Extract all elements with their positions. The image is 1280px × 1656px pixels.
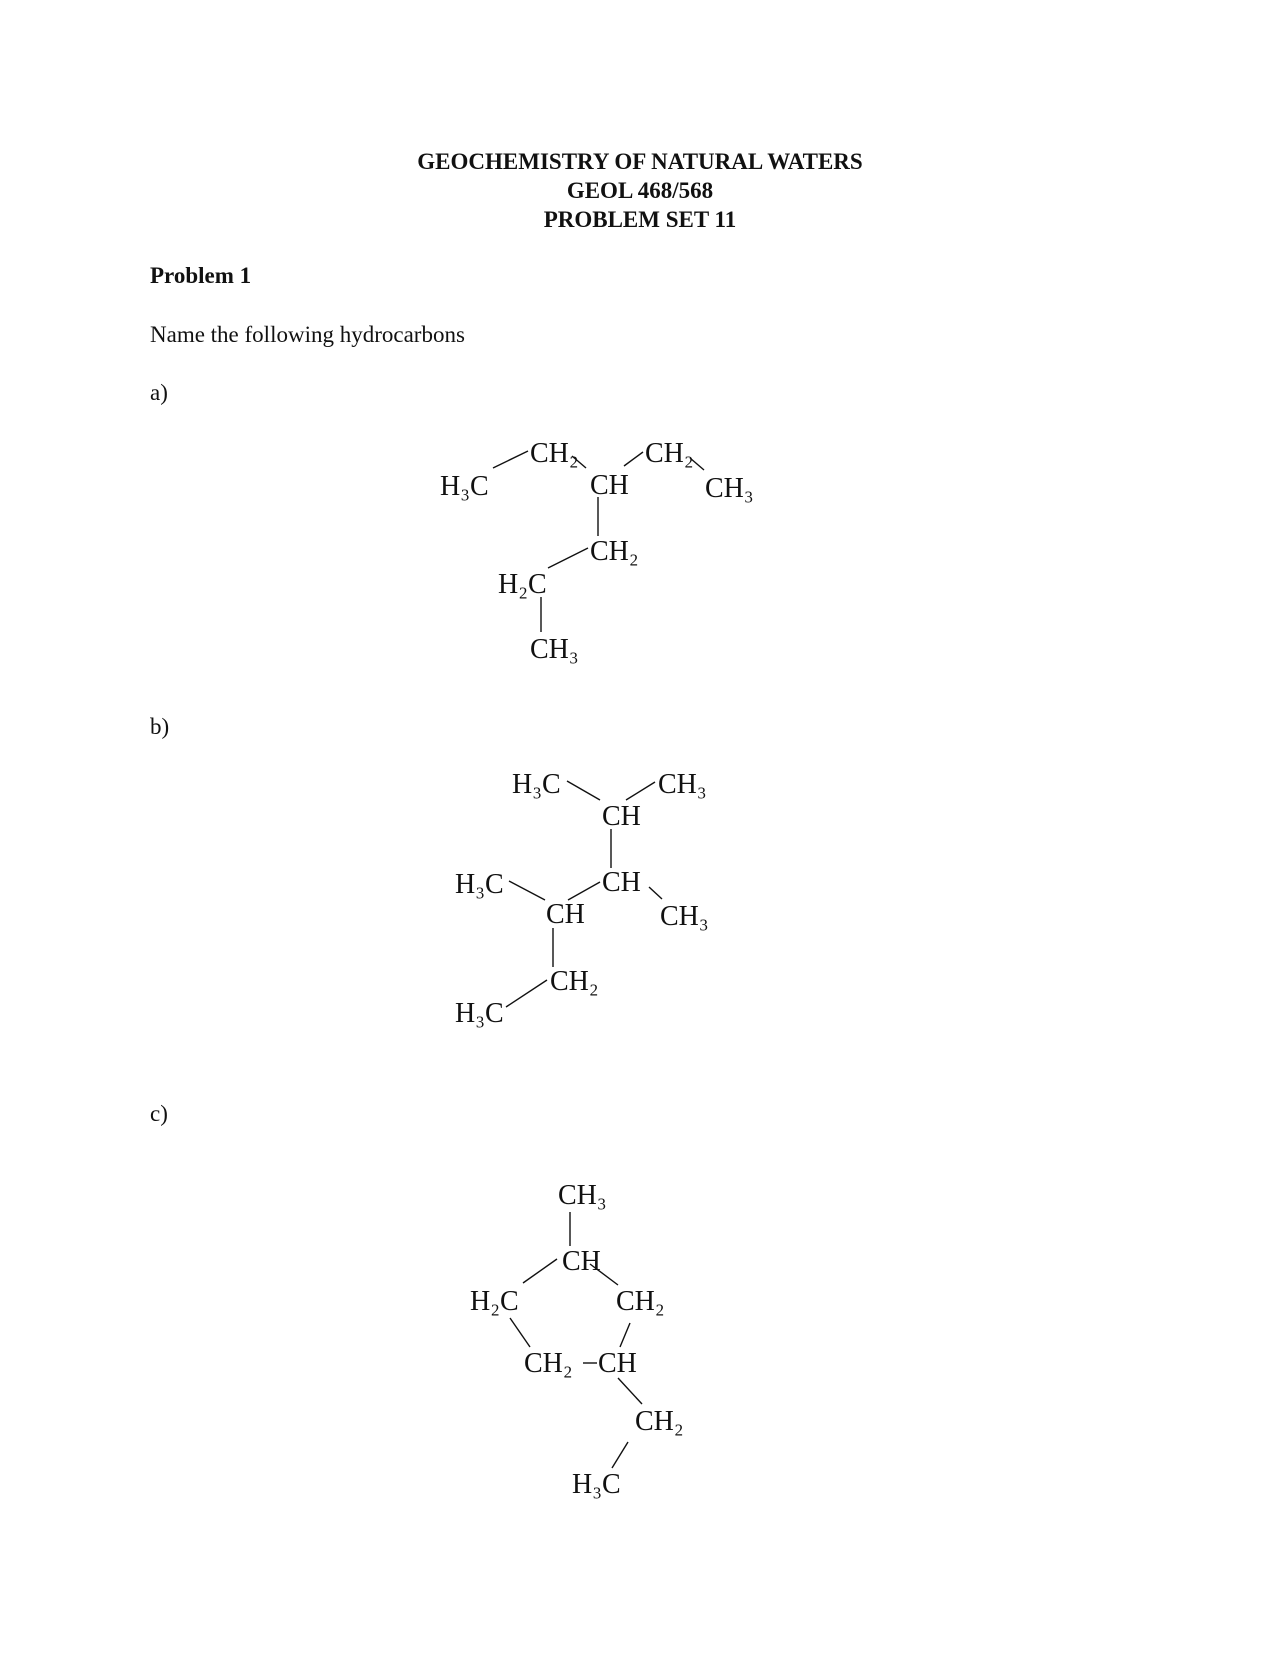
group-a-ch2-branch: CH₂ — [590, 536, 639, 567]
group-b-ch3-mid: CH₃ — [660, 901, 709, 932]
group-b-ch-left: CH — [546, 899, 585, 930]
part-a-label: a) — [150, 380, 168, 405]
document-title: GEOCHEMISTRY OF NATURAL WATERS — [417, 149, 863, 174]
group-c-ch-top: CH — [562, 1246, 601, 1277]
problem-set-title: PROBLEM SET 11 — [543, 207, 737, 232]
group-c-ch-bottom: CH — [598, 1348, 637, 1379]
group-b-h3c-top: H₃C — [512, 769, 561, 800]
group-a-ch-center: CH — [590, 470, 629, 501]
group-b-h3c-bottom: H₃C — [455, 998, 504, 1029]
part-b-label: b) — [150, 714, 170, 739]
problem-instruction: Name the following hydrocarbons — [150, 322, 465, 347]
group-a-ch2-left: CH₂ — [530, 438, 579, 469]
group-c-ch2-ethyl: CH₂ — [635, 1406, 684, 1437]
group-b-ch-top: CH — [602, 801, 641, 832]
bond-c-2 — [523, 1259, 557, 1283]
group-c-h2c: H₂C — [470, 1286, 519, 1317]
group-a-ch2-right: CH₂ — [645, 438, 694, 469]
problem-heading: Problem 1 — [150, 263, 252, 288]
group-c-ch2-right: CH₂ — [616, 1286, 665, 1317]
group-b-h3c-mid: H₃C — [455, 869, 504, 900]
course-code: GEOL 468/568 — [566, 178, 714, 203]
group-c-ch3: CH₃ — [558, 1180, 607, 1211]
bond-c-8 — [612, 1442, 628, 1468]
part-c-label: c) — [150, 1101, 168, 1126]
group-c-ch2-bottom: CH₂ — [524, 1348, 573, 1379]
group-a-h3c: H₃C — [440, 471, 489, 502]
group-a-ch3-bottom: CH₃ — [530, 634, 579, 665]
group-b-ch3-top: CH₃ — [658, 769, 707, 800]
bond-c-5 — [620, 1323, 630, 1347]
group-b-ch2: CH₂ — [550, 966, 599, 997]
group-c-h3c: H₃C — [572, 1469, 621, 1500]
group-b-ch-mid: CH — [602, 867, 641, 898]
bond-c-7 — [618, 1378, 642, 1404]
group-a-h2c: H₂C — [498, 569, 547, 600]
bond-c-4 — [510, 1318, 530, 1347]
group-a-ch3-right: CH₃ — [705, 473, 754, 504]
